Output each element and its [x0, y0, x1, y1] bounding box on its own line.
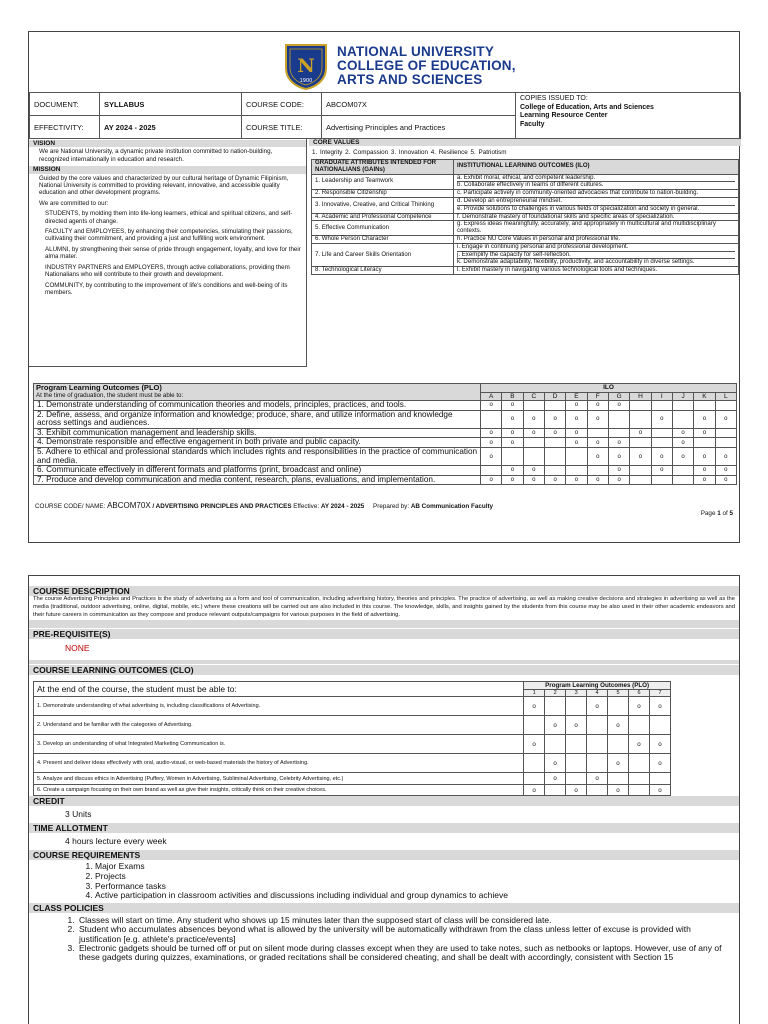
ilo-mark-cell: o: [694, 447, 715, 465]
ilo-mark-cell: [651, 475, 672, 485]
footer-code-label: COURSE CODE/ NAME:: [35, 503, 106, 510]
ilo-mark-cell: o: [672, 428, 693, 438]
footer-prepared-label: Prepared by:: [373, 503, 410, 510]
course-requirements-list: [29, 862, 739, 900]
clo-heading: COURSE LEARNING OUTCOMES (CLO): [29, 665, 739, 675]
ilo-item: i. Engage in continuing personal and professional development.: [457, 242, 629, 250]
gains-column-header: GRADUATE ATTRIBUTES INTENDED FOR NATIONALIANS (GAINs): [312, 160, 454, 175]
ilo-mark-cell: o: [694, 466, 715, 476]
plo-mark-cell: [566, 773, 587, 785]
requirement-item: 2. Projects: [95, 872, 739, 882]
mission-intro: Guided by the core values and characterized by our cultural heritage of Dynamic Filipinism, National University is committed to providing relevant, innovative, and accessible quality education and other development programs.: [39, 174, 289, 197]
syllabus-page-2: [28, 575, 740, 1024]
gains-row: [312, 221, 739, 236]
plo-mark-cell: [629, 773, 650, 785]
plo-mark-cell: o: [629, 735, 650, 754]
plo-row: [34, 401, 737, 411]
requirement-item: 1. Major Exams: [95, 862, 739, 872]
clo-description: 6. Create a campaign focusing on their own brand as well as give their insights, critically think on their creative choices.: [34, 785, 524, 796]
core-values-section: [309, 139, 741, 275]
page-2-content: [29, 576, 739, 963]
ilo-mark-cell: o: [587, 410, 608, 428]
ilo-mark-cell: o: [651, 466, 672, 476]
ilo-mark-cell: [694, 438, 715, 448]
clo-description: 3. Develop an understanding of what Integrated Marketing Communication is.: [34, 735, 524, 754]
university-name: [337, 45, 516, 87]
ilo-item: a. Exhibit moral, ethical, and competent leadership.: [457, 173, 596, 181]
ilo-mark-cell: o: [694, 428, 715, 438]
clo-description: 4. Present and deliver ideas effectively with oral, audio-visual, or web-based materials the history of Advertising.: [34, 754, 524, 773]
policy-item: 3. Electronic gadgets should be turned off or put on silent mode during classes except when they are used to take notes, such as netbooks or laptops. However, use of any of these gadgets during quizzes, examinations, or graded recitations shall be considered cheating, and shall be dealt with accordingly, consistent with Section 15: [77, 944, 733, 963]
plo-description: 1. Demonstrate understanding of communication theories and models, principles, practices, and tools.: [34, 401, 481, 411]
ilo-mark-cell: o: [544, 410, 565, 428]
course-description-heading: COURSE DESCRIPTION: [29, 586, 739, 596]
mission-heading: MISSION: [29, 166, 306, 173]
plo-mark-cell: [629, 754, 650, 773]
ilo-mark-cell: [544, 438, 565, 448]
mission-item: COMMUNITY, by contributing to the improvement of life's conditions and well-being of its members.: [45, 281, 288, 296]
ilo-mark-cell: o: [480, 401, 501, 411]
ilo-cell: [454, 221, 739, 236]
footer-effective-value: AY 2024 - 2025: [320, 503, 365, 510]
ilo-mark-cell: o: [651, 447, 672, 465]
footer-course-code: ABCOM70X: [107, 501, 151, 510]
plo-mark-cell: [545, 735, 566, 754]
course-code-value: ABCOM07X: [322, 93, 516, 116]
ilo-letter: D: [544, 392, 565, 401]
plo-description: 7. Produce and develop communication and media content, research, plans, evaluations, and implementation.: [34, 475, 481, 485]
gain-attribute: 7. Life and Career Skills Orientation: [312, 243, 454, 266]
document-label: DOCUMENT:: [30, 93, 100, 116]
ilo-mark-cell: o: [651, 410, 672, 428]
ilo-letter: I: [651, 392, 672, 401]
mission-item: ALUMNI, by strengthening their sense of pride through engagement, loyalty, and love for their alma mater.: [45, 245, 301, 261]
ilo-mark-cell: o: [566, 438, 587, 448]
copies-value: College of Education, Arts and Sciences: [520, 103, 654, 111]
plo-mark-cell: [566, 754, 587, 773]
gain-attribute: 1. Leadership and Teamwork: [312, 174, 454, 190]
ilo-item: g. Express ideas meaningfully, accurately, and appropriately in multicultural and multidisciplinary contexts.: [457, 220, 716, 235]
ilo-mark-cell: o: [694, 410, 715, 428]
prerequisite-heading: PRE-REQUISITE(S): [29, 629, 739, 639]
ilo-item: c. Participate actively in community-oriented advocacies that contribute to nation-building.: [457, 189, 699, 197]
ilo-mark-cell: o: [566, 475, 587, 485]
credit-heading: CREDIT: [29, 796, 739, 806]
svg-text:1900: 1900: [299, 78, 313, 84]
page-footer: [35, 501, 493, 510]
ilo-item: j. Exemplify the capacity for self-reflection.: [457, 251, 735, 259]
ilo-letter: A: [480, 392, 501, 401]
ilo-mark-cell: o: [608, 447, 629, 465]
page-number: Page 1 of 5: [700, 510, 733, 517]
ilo-mark-cell: [480, 466, 501, 476]
ilo-mark-cell: [480, 410, 501, 428]
plo-number: 2: [545, 690, 566, 697]
plo-mark-cell: o: [524, 697, 545, 716]
ilo-mark-cell: o: [566, 401, 587, 411]
copies-issued: [516, 93, 741, 139]
plo-mark-cell: o: [608, 754, 629, 773]
ilo-mark-cell: o: [630, 428, 651, 438]
ilo-mark-cell: [630, 475, 651, 485]
ilo-mark-cell: o: [630, 447, 651, 465]
plo-mark-cell: [587, 754, 608, 773]
plo-description: 3. Exhibit communication management and leadership skills.: [34, 428, 481, 438]
plo-row: [34, 475, 737, 485]
ilo-letter: K: [694, 392, 715, 401]
gain-attribute: 4. Academic and Professional Competence: [312, 213, 454, 221]
mission-item: FACULTY and EMPLOYEES, by enhancing their competencies, stimulating their passions, cultivating their commitment, and providing a just and fulfilling work environment.: [45, 228, 293, 243]
plo-mark-cell: [566, 697, 587, 716]
policy-item: 2. Student who accumulates absences beyond what is allowed by the university will be automatically withdrawn from the class unless letter of excuse is provided with justification [e.g. athlete's practice/events]: [77, 925, 733, 944]
ilo-mark-cell: o: [502, 428, 523, 438]
ilo-mark-cell: o: [566, 410, 587, 428]
gains-row: [312, 267, 739, 275]
clo-description: 5. Analyze and discuss ethics in Advertising (Puffery, Women in Advertising, Subliminal Advertising, Celebrity Advertising, etc.): [34, 773, 524, 785]
ilo-mark-cell: [523, 401, 544, 411]
plo-number: 5: [608, 690, 629, 697]
ilo-mark-cell: [587, 428, 608, 438]
ilo-item: d. Develop an entrepreneurial mindset.: [457, 196, 563, 204]
ilo-mark-cell: o: [608, 438, 629, 448]
ilo-mark-cell: [523, 447, 544, 465]
ilo-mark-cell: [608, 410, 629, 428]
ilo-mark-cell: [651, 428, 672, 438]
ilo-letter: B: [502, 392, 523, 401]
ilo-mark-cell: [630, 401, 651, 411]
footer-prepared-value: AB Communication Faculty: [410, 503, 494, 510]
ilo-mark-cell: o: [480, 438, 501, 448]
gains-row: [312, 174, 739, 190]
ilo-mark-cell: o: [544, 475, 565, 485]
plo-mark-cell: [587, 735, 608, 754]
effectivity-value: AY 2024 - 2025: [100, 116, 242, 139]
ilo-mark-cell: [672, 475, 693, 485]
plo-description: 2. Define, assess, and organize information and knowledge; produce, share, and utilize information and knowledge across settings and audiences.: [34, 410, 481, 428]
course-description-text: The course Advertising Principles and Practices is the study of advertising as a form and tool of communication, including advertising history, theories and principles. The practice of advertising, as well as making creative decisions and strategies in advertising as well as the media (traditional, outdoor advertising, online, digital, mobile, etc.) where these creations will be carried out are also included in this course. The knowledge, skills, and insights gained by the students from this course may be also used in their other academic endeavors and their future careers in communication as they compose and produce relevant outputs/campaigns for various purposes in the field of advertising.: [33, 596, 735, 618]
requirement-item: 3. Performance tasks: [95, 882, 739, 892]
syllabus-page-1: [28, 31, 740, 543]
requirement-item: 4. Active participation in classroom activities and discussions including individual and group dynamics to achieve: [95, 891, 739, 901]
plo-subheading: At the time of graduation, the student must be able to:: [36, 392, 184, 399]
plo-mark-cell: [608, 697, 629, 716]
ilo-mark-cell: o: [587, 475, 608, 485]
vision-text: We are National University, a dynamic private institution committed to nation-building, recognized internationally in education and research.: [39, 148, 273, 163]
ilo-letter: J: [672, 392, 693, 401]
policy-item: 1. Classes will start on time. Any student who shows up 15 minutes later than the supposed start of class will be considered late.: [77, 916, 733, 925]
ilo-mark-cell: o: [587, 401, 608, 411]
course-title-value: Advertising Principles and Practices: [322, 116, 516, 139]
ilo-mark-cell: o: [715, 466, 736, 476]
gains-row: [312, 197, 739, 213]
ilo-mark-cell: [566, 466, 587, 476]
plo-mark-cell: [629, 785, 650, 796]
university-name-line: COLLEGE OF EDUCATION,: [337, 58, 516, 73]
clo-row: [34, 785, 671, 796]
plo-mark-cell: o: [649, 735, 670, 754]
gains-ilo-table: [311, 159, 739, 275]
ilo-letter: G: [608, 392, 629, 401]
plo-mark-cell: [649, 716, 670, 735]
ilo-mark-cell: o: [672, 438, 693, 448]
copies-label: COPIES ISSUED TO:: [520, 95, 588, 102]
ilo-mark-cell: [502, 447, 523, 465]
plo-description: 6. Communicate effectively in different formats and platforms (print, broadcast and online): [34, 466, 481, 476]
ilo-mark-cell: o: [672, 447, 693, 465]
plo-mark-cell: o: [629, 697, 650, 716]
plo-number: 1: [524, 690, 545, 697]
plo-mark-cell: [587, 785, 608, 796]
gain-attribute: 3. Innovative, Creative, and Critical Thinking: [312, 197, 454, 213]
ilo-cell: [454, 243, 739, 266]
ilo-mark-cell: [608, 428, 629, 438]
plo-mark-cell: [608, 773, 629, 785]
plo-mark-cell: o: [566, 785, 587, 796]
ilo-mark-cell: [651, 401, 672, 411]
vision-heading: VISION: [29, 140, 306, 147]
plo-mark-cell: o: [649, 697, 670, 716]
clo-row: [34, 716, 671, 735]
clo-row: [34, 754, 671, 773]
ilo-mark-cell: o: [480, 428, 501, 438]
footer-effective-label: Effective:: [293, 503, 320, 510]
plo-mark-cell: [524, 716, 545, 735]
ilo-header: ILO: [480, 384, 736, 393]
ilo-item: e. Provide solutions to challenges in various fields of specialization and society in general.: [457, 205, 735, 213]
footer-course-name: / ADVERTISING PRINCIPLES AND PRACTICES: [152, 503, 292, 510]
plo-mark-cell: o: [587, 773, 608, 785]
ilo-mark-cell: [630, 466, 651, 476]
ilo-mark-cell: [672, 466, 693, 476]
gain-attribute: 6. Whole Person Character: [312, 235, 454, 243]
ilo-cell: [454, 197, 739, 213]
plo-row: [34, 410, 737, 428]
plo-mark-cell: o: [566, 716, 587, 735]
ilo-mark-cell: o: [480, 475, 501, 485]
document-meta-table: [29, 92, 741, 139]
vision-mission-section: [29, 139, 307, 367]
mission-item: INDUSTRY PARTNERS and EMPLOYERS, through active collaborations, providing them Nationalians who will contribute to their growth and development.: [45, 263, 290, 279]
plo-mark-cell: [524, 754, 545, 773]
plo-mark-cell: [545, 697, 566, 716]
ilo-item: l. Exhibit mastery in navigating various technological tools and techniques.: [457, 266, 658, 274]
document-value: SYLLABUS: [100, 93, 242, 116]
clo-description: 2. Understand and be familiar with the categories of Advertising.: [34, 716, 524, 735]
ilo-letter: H: [630, 392, 651, 401]
plo-mark-cell: [649, 773, 670, 785]
ilo-mark-cell: [672, 401, 693, 411]
ilo-mark-cell: [715, 438, 736, 448]
ilo-mark-cell: o: [608, 475, 629, 485]
university-name-line: NATIONAL UNIVERSITY: [337, 44, 495, 59]
ilo-mark-cell: [587, 466, 608, 476]
ilo-mark-cell: o: [544, 428, 565, 438]
ilo-mark-cell: [544, 401, 565, 411]
plo-mark-cell: [608, 735, 629, 754]
plo-mark-cell: o: [524, 785, 545, 796]
plo-row: [34, 466, 737, 476]
ilo-cell: [454, 267, 739, 275]
ilo-mark-cell: o: [608, 466, 629, 476]
ilo-mark-cell: [566, 447, 587, 465]
ilo-mark-cell: o: [502, 401, 523, 411]
ilo-mark-cell: [694, 401, 715, 411]
plo-mark-cell: o: [524, 735, 545, 754]
ilo-mark-cell: [523, 438, 544, 448]
plo-description: 4. Demonstrate responsible and effective engagement in both private and public capacity.: [34, 438, 481, 448]
plo-description: 5. Adhere to ethical and professional standards which includes rights and responsibilities in the practice of communication and media.: [34, 447, 481, 465]
ilo-mark-cell: o: [523, 466, 544, 476]
ilo-mark-cell: [630, 410, 651, 428]
ilo-mark-cell: [630, 438, 651, 448]
ilo-mark-cell: [715, 428, 736, 438]
ilo-mark-cell: o: [587, 447, 608, 465]
plo-mark-cell: [545, 785, 566, 796]
ilo-mark-cell: o: [566, 428, 587, 438]
clo-table: [33, 681, 671, 796]
ilo-item: k. Demonstrate adaptability, flexibility, productivity, and accountability in diverse settings.: [457, 258, 735, 266]
divider: [29, 620, 739, 628]
ilo-cell: [454, 174, 739, 190]
ilo-letter: L: [715, 392, 736, 401]
clo-description: 1. Demonstrate understanding of what advertising is, including classifications of Advertising.: [34, 697, 524, 716]
plo-mark-cell: o: [545, 773, 566, 785]
ilo-mark-cell: o: [715, 410, 736, 428]
plo-row: [34, 447, 737, 465]
ilo-letter: F: [587, 392, 608, 401]
class-policies-list: [29, 916, 739, 963]
ilo-mark-cell: o: [715, 475, 736, 485]
core-values-heading: CORE VALUES: [309, 139, 741, 146]
gains-row: [312, 243, 739, 266]
plo-number: 3: [566, 690, 587, 697]
ilo-mark-cell: o: [608, 401, 629, 411]
clo-intro: At the end of the course, the student must be able to:: [34, 682, 524, 697]
ilo-item: f. Demonstrate mastery of foundational skills and specific areas of specialization.: [457, 212, 675, 220]
ilo-mark-cell: o: [502, 466, 523, 476]
plo-mark-cell: o: [608, 716, 629, 735]
gain-attribute: 5. Effective Communication: [312, 221, 454, 236]
credit-value: 3 Units: [65, 809, 92, 820]
core-values-list: 1. Integrity 2. Compassion 3. Innovation 4. Resilience 5. Patriotism: [312, 149, 507, 156]
ilo-item: h. Practice NU Core Values in personal and professional life.: [457, 234, 621, 242]
clo-row: [34, 773, 671, 785]
time-allotment-heading: TIME ALLOTMENT: [29, 823, 739, 833]
clo-table-wrap: [29, 681, 739, 796]
plo-table: [33, 383, 737, 485]
university-name-line: ARTS AND SCIENCES: [337, 72, 483, 87]
course-requirements-heading: COURSE REQUIREMENTS: [29, 850, 739, 860]
clo-plo-heading: Program Learning Outcomes (PLO): [524, 682, 671, 690]
mission-item: STUDENTS, by molding them into life-long learners, ethical and spiritual citizens, and self-directed agents of change.: [45, 210, 293, 225]
svg-text:N: N: [297, 55, 315, 77]
ilo-mark-cell: o: [523, 475, 544, 485]
plo-heading: Program Learning Outcomes (PLO): [36, 383, 162, 392]
gain-attribute: 2. Responsible Citizenship: [312, 190, 454, 198]
ilo-column-header: INSTITUTIONAL LEARNING OUTCOMES (ILO): [454, 160, 739, 175]
plo-mark-cell: [524, 773, 545, 785]
ilo-mark-cell: o: [715, 447, 736, 465]
ilo-mark-cell: [672, 410, 693, 428]
clo-row: [34, 735, 671, 754]
ilo-mark-cell: [651, 438, 672, 448]
course-code-label: COURSE CODE:: [242, 93, 322, 116]
copies-value: Faculty: [520, 120, 545, 128]
ilo-mark-cell: [544, 447, 565, 465]
ilo-mark-cell: o: [587, 438, 608, 448]
plo-mark-cell: [629, 716, 650, 735]
copies-value: Learning Resource Center: [520, 112, 608, 119]
ilo-mark-cell: o: [480, 447, 501, 465]
plo-mark-cell: o: [649, 754, 670, 773]
ilo-letter: E: [566, 392, 587, 401]
plo-number: 4: [587, 690, 608, 697]
plo-mark-cell: [587, 716, 608, 735]
plo-mark-cell: o: [545, 754, 566, 773]
ilo-mark-cell: o: [523, 428, 544, 438]
ilo-mark-cell: o: [502, 438, 523, 448]
prerequisite-value: NONE: [65, 643, 90, 654]
class-policies-heading: CLASS POLICIES: [29, 903, 739, 913]
plo-mark-cell: o: [587, 697, 608, 716]
effectivity-label: EFFECTIVITY:: [30, 116, 100, 139]
ilo-letter: C: [523, 392, 544, 401]
plo-mark-cell: o: [649, 785, 670, 796]
ilo-mark-cell: o: [502, 475, 523, 485]
plo-mark-cell: o: [545, 716, 566, 735]
plo-header: [34, 384, 481, 401]
course-title-label: COURSE TITLE:: [242, 116, 322, 139]
gain-attribute: 8. Technological Literacy: [312, 267, 454, 275]
university-header: [283, 40, 516, 92]
ilo-mark-cell: o: [502, 410, 523, 428]
time-allotment-value: 4 hours lecture every week: [65, 836, 167, 847]
mission-committed: We are committed to our:: [39, 199, 109, 207]
ilo-mark-cell: o: [523, 410, 544, 428]
university-seal-icon: [283, 42, 329, 90]
ilo-mark-cell: [544, 466, 565, 476]
clo-row: [34, 697, 671, 716]
plo-number: 7: [649, 690, 670, 697]
plo-number: 6: [629, 690, 650, 697]
ilo-mark-cell: [715, 401, 736, 411]
ilo-mark-cell: o: [694, 475, 715, 485]
ilo-item: b. Collaborate effectively in teams of different cultures.: [457, 181, 735, 189]
divider: [29, 660, 739, 664]
plo-mark-cell: [566, 735, 587, 754]
plo-mark-cell: o: [608, 785, 629, 796]
